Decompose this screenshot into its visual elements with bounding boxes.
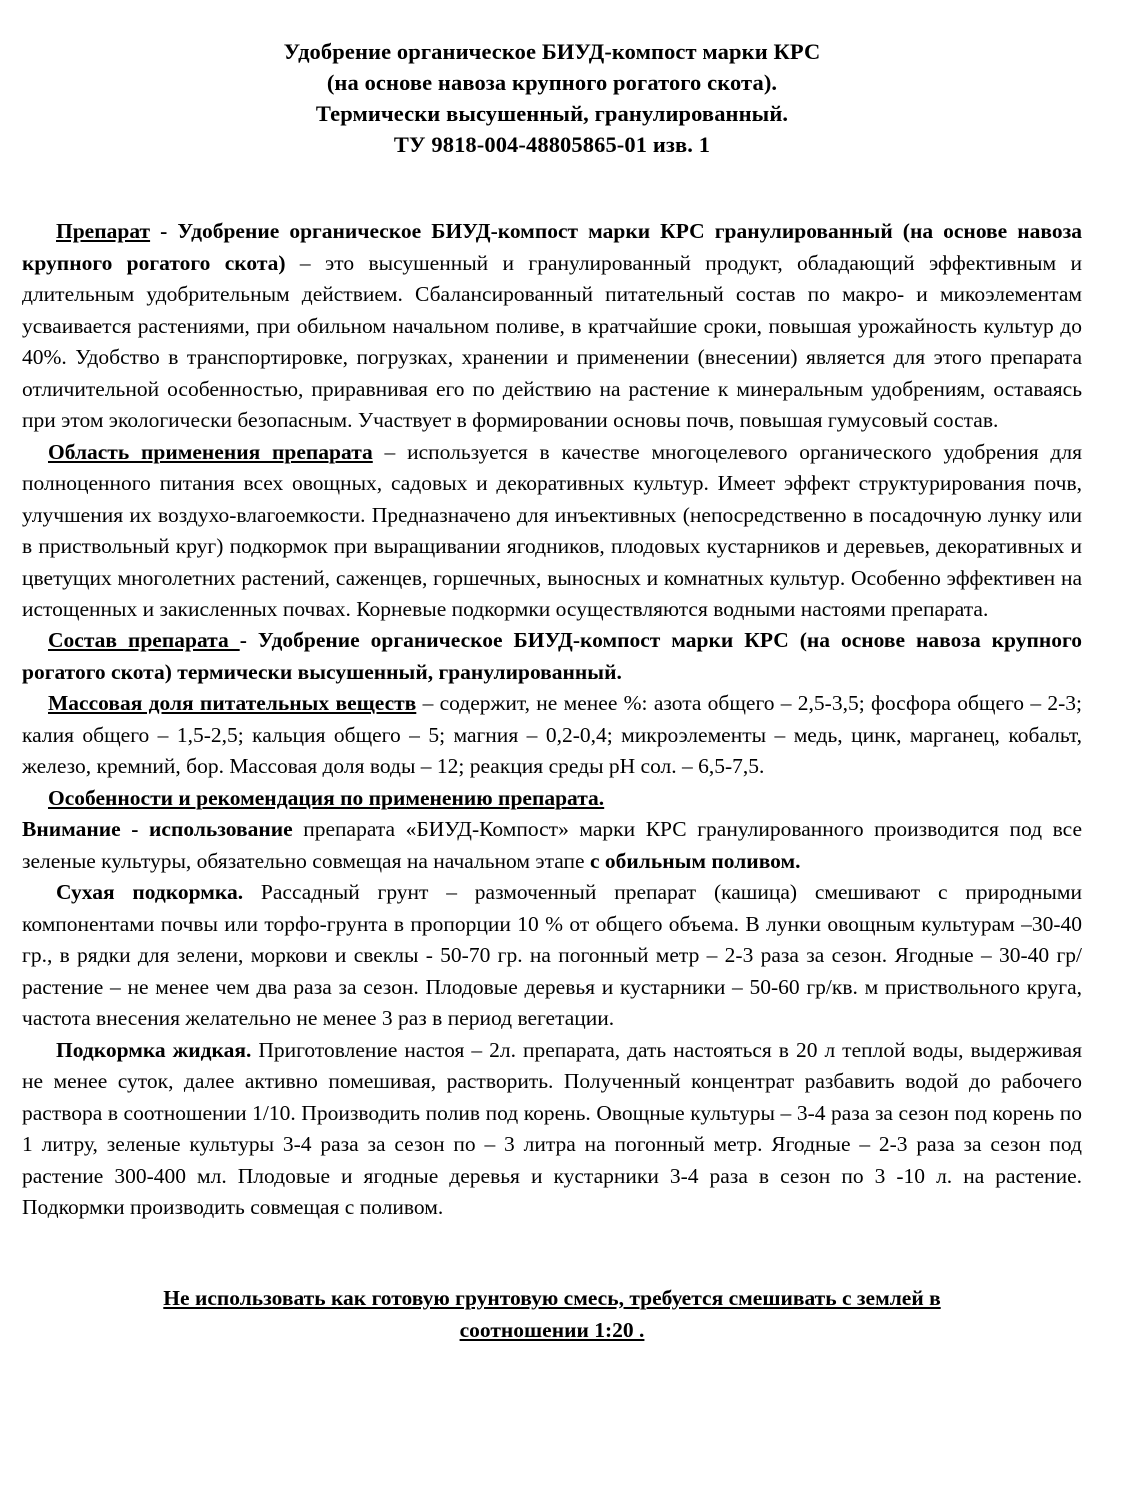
heading-massovaya-dolya: Массовая доля питательных веществ [48,691,417,716]
heading-podkormka-zhidkaya: Подкормка жидкая. [56,1037,252,1062]
massovaya-dolya-body: – содержит, не менее %: азота общего – 2,5-3,5; фосфора общего – 2-3; калия общего – 1,5-2,5; кальция общего – 5; магния – 0,2-0,4; микроэлементы – медь, цинк, марганец, кобальт, железо, кремний, бор. Массовая доля воды – 12; реакция среды рН сол. – 6,5-7,5. [22,691,1082,779]
title-spacer [22,160,1082,216]
preparat-body: – это высушенный и гранулированный продукт, обладающий эффективным и длительным удобрительным действием. Сбалансированный питательный состав по макро- и микоэлементам усваивается растениями, при обильном начальном поливе, в кратчайшие сроки, повышая урожайность культур до 40%. Удобство в транспортировке, погрузках, хранении и применении (внесении) является для этого препарата отличительной особенностью, приравнивая его по действию на растение к минеральным удобрениям, оставаясь при этом экологически безопасным. Участвует в формировании основы почв, повышая гумусовый состав. [22,250,1082,433]
heading-sostav-preparata: Состав препарата [48,628,240,653]
vnimanie-bold-tail: с обильным поливом. [589,848,801,873]
preparat-bold-lead: Удобрение органическое БИУД-компост марки КРС гранулированный (на основе навоза крупного рогатого скота) [22,219,1082,275]
sostav-dash: - [239,628,258,653]
oblast-body: – используется в качестве многоцелевого органического удобрения для полноценного питания всех овощных, садовых и декоративных культур. Имеет эффект структурирования почв, улучшения их воздухо-влагоемкости. Предназначено для инъективных (непосредственно в посадочную лунку или в приствольный круг) подкормок при выращивании ягодников, плодовых кустарников и деревьев, декоративных и цветущих многолетних растений, саженцев, горшечных, выносных и комнатных культур. Особенно эффективен на истощенных и закисленных почвах. Корневые подкормки осуществляются водными настоями препарата. [22,439,1082,621]
title-line-1: Удобрение органическое БИУД-компост марки КРС [283,39,821,64]
heading-osobennosti: Особенности и рекомендация по применению препарата. [48,785,605,810]
paragraph-suhaya-podkormka [22,877,1082,1034]
footer-warning [87,1282,1017,1347]
heading-preparat: Препарат [56,219,151,244]
title-line-4: ТУ 9818-004-48805865-01 изв. 1 [393,132,711,158]
document-body [22,216,1082,1224]
paragraph-osobennosti [22,783,1082,814]
footer-warning-line-2: соотношении 1:20 . [459,1317,645,1342]
paragraph-preparat [22,216,1082,436]
sostav-bold-body: Удобрение органическое БИУД-компост марки КРС (на основе навоза крупного рогатого скота) термически высушенный, гранулированный. [22,628,1082,684]
paragraph-massovaya-dolya [22,688,1082,782]
preparat-dash: - [150,219,178,244]
page-title [22,36,1082,160]
title-line-3: Термически высушенный, гранулированный. [315,101,789,127]
paragraph-vnimanie [22,814,1082,877]
footer-warning-line-1: Не использовать как готовую грунтовую смесь, требуется смешивать с землей в [163,1285,941,1310]
paragraph-sostav-preparata [22,625,1082,688]
heading-oblast-primeneniya: Область применения препарата [48,439,373,464]
suhaya-podkormka-body: Рассадный грунт – размоченный препарат (кашица) смешивают с природными компонентами почвы или торфо-грунта в пропорции 10 % от общего объема. В лунки овощным культурам –30-40 гр., в рядки для зелени, моркови и свеклы - 50-70 гр. на погонный метр – 2-3 раза за сезон. Ягодные – 30-40 гр/растение – не менее чем два раза за сезон. Плодовые деревья и кустарники – 50-60 гр/кв. м приствольного круга, частота внесения желательно не менее 3 раз в период вегетации. [22,880,1082,1031]
paragraph-podkormka-zhidkaya [22,1035,1082,1224]
podkormka-zhidkaya-body: Приготовление настоя – 2л. препарата, дать настояться в 20 л теплой воды, выдерживая не менее суток, далее активно помешивая, растворить. Полученный концентрат разбавить водой до рабочего раствора в соотношении 1/10. Производить полив под корень. Овощные культуры – 3-4 раза за сезон под корень по 1 литру, зеленые культуры 3-4 раза за сезон по – 3 литра на погонный метр. Ягодные – 2-3 раза за сезон под растение 300-400 мл. Плодовые и ягодные деревья и кустарники 3-4 раза в сезон по 3 -10 л. на растение. Подкормки производить совмещая с поливом. [22,1037,1082,1220]
heading-suhaya-podkormka: Сухая подкормка. [56,880,244,905]
footer-spacer [22,1224,1082,1282]
vnimanie-bold-lead: Внимание - использование [22,817,293,842]
paragraph-oblast-primeneniya [22,437,1082,626]
vnimanie-body: препарата «БИУД-Компост» марки КРС гранулированного производится под все зеленые культуры, обязательно совмещая на начальном этапе [22,817,1082,873]
title-line-2: (на основе навоза крупного рогатого скота). [326,70,778,96]
